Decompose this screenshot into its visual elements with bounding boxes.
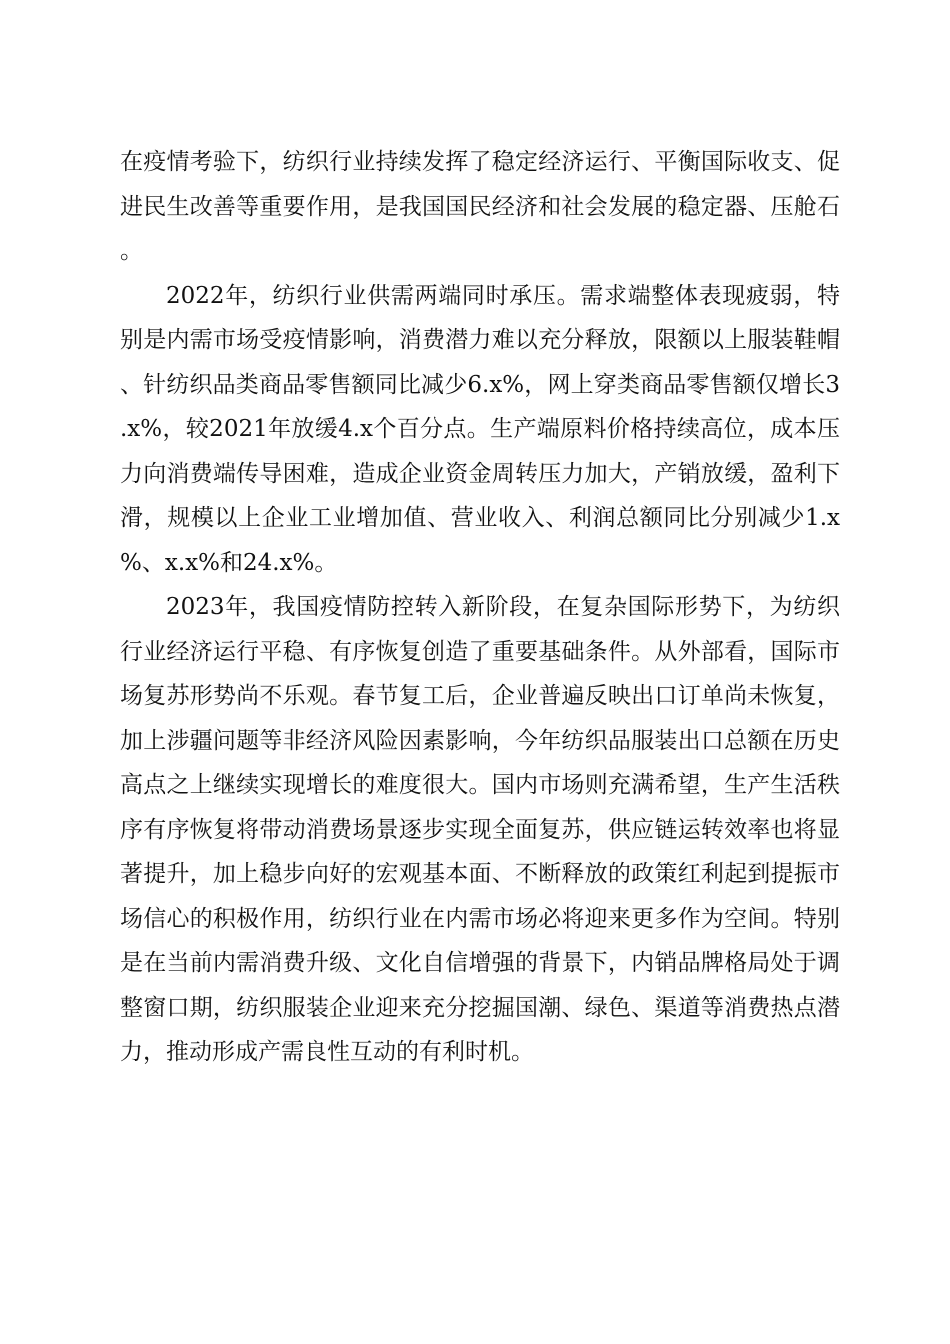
paragraph-continuation: 在疫情考验下，纺织行业持续发挥了稳定经济运行、平衡国际收支、促进民生改善等重要作用，是我国国民经济和社会发展的稳定器、压舱石。 <box>120 149 840 264</box>
paragraph-2023-outlook: 2023年，我国疫情防控转入新阶段，在复杂国际形势下，为纺织行业经济运行平稳、有序恢复创造了重要基础条件。从外部看，国际市场复苏形势尚不乐观。春节复工后，企业普遍反映出口订单尚未恢复，加上涉疆问题等非经济风险因素影响，今年纺织品服装出口总额在历史高点之上继续实现增长的难度很大。国内市场则充满希望，生产生活秩序有序恢复将带动消费场景逐步实现全面复苏，供应链运转效率也将显著提升，加上稳步向好的宏观基本面、不断释放的政策红利起到提振市场信心的积极作用，纺织行业在内需市场必将迎来更多作为空间。特别是在当前内需消费升级、文化自信增强的背景下，内销品牌格局处于调整窗口期，纺织服装企业迎来充分挖掘国潮、绿色、渠道等消费热点潜力，推动形成产需良性互动的有利时机。 <box>120 594 840 1065</box>
document-body <box>120 140 840 1075</box>
paragraph-2022-review: 2022年，纺织行业供需两端同时承压。需求端整体表现疲弱，特别是内需市场受疫情影响，消费潜力难以充分释放，限额以上服装鞋帽、针纺织品类商品零售额同比减少6.x%，网上穿类商品零售额仅增长3.x%，较2021年放缓4.x个百分点。生产端原料价格持续高位，成本压力向消费端传导困难，造成企业资金周转压力加大，产销放缓，盈利下滑，规模以上企业工业增加值、营业收入、利润总额同比分别减少1.x%、x.x%和24.x%。 <box>120 282 840 576</box>
